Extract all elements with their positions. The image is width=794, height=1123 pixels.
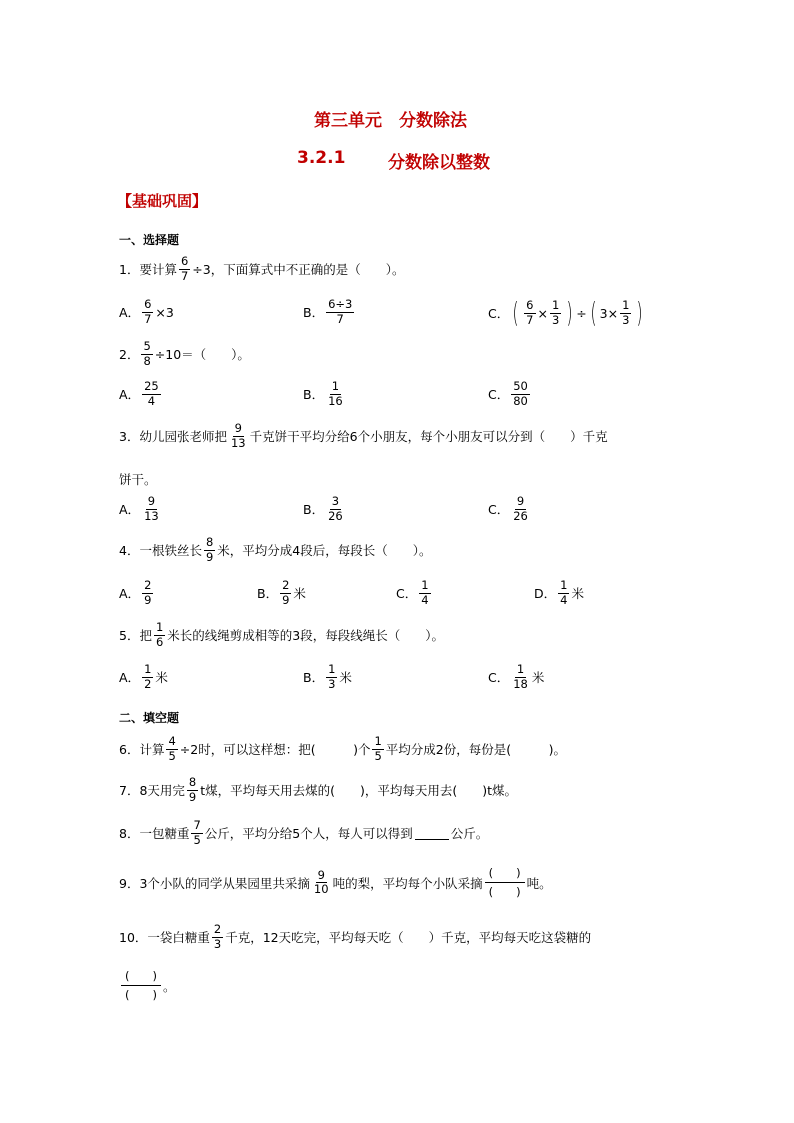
question-2: 2． $\frac{5}{8}$ ÷10＝（ ）。 — [119, 339, 250, 368]
answer-blank[interactable] — [415, 826, 449, 840]
q2-option-b[interactable]: B． $\frac{1}{16}$ — [303, 379, 343, 408]
q4-option-d[interactable]: D． $\frac{1}{4}$ 米 — [534, 578, 584, 607]
question-1-prefix: 1．要计算 — [119, 262, 177, 277]
q3-option-c[interactable]: C． $\frac{9}{26}$ — [488, 494, 528, 523]
q3-option-a[interactable]: A． $\frac{9}{13}$ — [119, 494, 159, 523]
question-1-suffix: ÷3，下面算式中不正确的是（ ）。 — [192, 262, 405, 277]
q3-option-b[interactable]: B． $\frac{3}{26}$ — [303, 494, 343, 523]
q1-option-b[interactable]: B． $\frac{6\div 3}{7}$ — [303, 297, 353, 326]
q4-option-b[interactable]: B． $\frac{2}{9}$ 米 — [257, 578, 306, 607]
question-3-line2: 饼干。 — [119, 472, 157, 487]
q2-option-c[interactable]: C． $\frac{50}{80}$ — [488, 379, 528, 408]
fraction: $\frac{6}{7}$ — [180, 254, 189, 283]
q5-option-a[interactable]: A． $\frac{1}{2}$ 米 — [119, 662, 168, 691]
answer-fraction-blank[interactable]: $\frac{( )}{( )}$ — [121, 968, 161, 1003]
answer-fraction-blank[interactable]: $\frac{( )}{( )}$ — [485, 865, 525, 900]
question-7: 7．8天用完 $\frac{8}{9}$ t煤，平均每天用去煤的( )，平均每天用去( )t煤。 — [119, 775, 518, 804]
part2-heading: 二、填空题 — [119, 711, 180, 725]
q1-option-c[interactable]: C． ( $\frac{6}{7}$ × $\frac{1}{3}$ ) ÷ ( 3 × $\frac{1}{3}$ ) — [488, 296, 643, 329]
lesson-title: 分数除以整数 — [388, 153, 490, 173]
q4-option-a[interactable]: A． $\frac{2}{9}$ — [119, 578, 152, 607]
question-9: 9．3个小队的同学从果园里共采摘 $\frac{9}{10}$ 吨的梨，平均每个小队采摘 $\frac{( )}{( )}$ 吨。 — [119, 866, 552, 899]
question-10: 10．一袋白糖重 $\frac{2}{3}$ 千克，12天吃完，平均每天吃（ ）千克，平均每天吃这袋糖的 — [119, 922, 592, 951]
question-6: 6．计算 $\frac{4}{5}$ ÷2时，可以这样想：把( )个 $\frac{1}{5}$ 平均分成2份，每份是( )。 — [119, 734, 567, 763]
page-title: 第三单元 分数除法 — [314, 111, 467, 131]
question-3: 3．幼儿园张老师把 $\frac{9}{13}$ 千克饼干平均分给6个小朋友，每个小朋友可以分到（ ）千克 — [119, 421, 608, 450]
q1-option-a[interactable]: A． $\frac{6}{7}$ ×3 — [119, 297, 174, 326]
lesson-number: 3.2.1 — [297, 148, 346, 168]
q5-option-c[interactable]: C． $\frac{1}{18}$ 米 — [488, 662, 545, 691]
q2-option-a[interactable]: A． $\frac{25}{4}$ — [119, 379, 159, 408]
q5-option-b[interactable]: B． $\frac{1}{3}$ 米 — [303, 662, 352, 691]
section-title: 【基础巩固】 — [117, 192, 208, 210]
part1-heading: 一、选择题 — [119, 233, 180, 247]
question-10-line2: $\frac{( )}{( )}$ 。 — [119, 968, 176, 1003]
q4-option-c[interactable]: C． $\frac{1}{4}$ — [396, 578, 429, 607]
question-1 — [119, 256, 404, 282]
question-8: 8．一包糖重 $\frac{7}{5}$ 公斤，平均分给5个人，每人可以得到 公斤。 — [119, 818, 489, 847]
question-4: 4．一根铁丝长 $\frac{8}{9}$ 米，平均分成4段后，每段长（ ）。 — [119, 535, 432, 564]
question-5: 5．把 $\frac{1}{6}$ 米长的线绳剪成相等的3段，每段线绳长（ ）。 — [119, 620, 444, 649]
